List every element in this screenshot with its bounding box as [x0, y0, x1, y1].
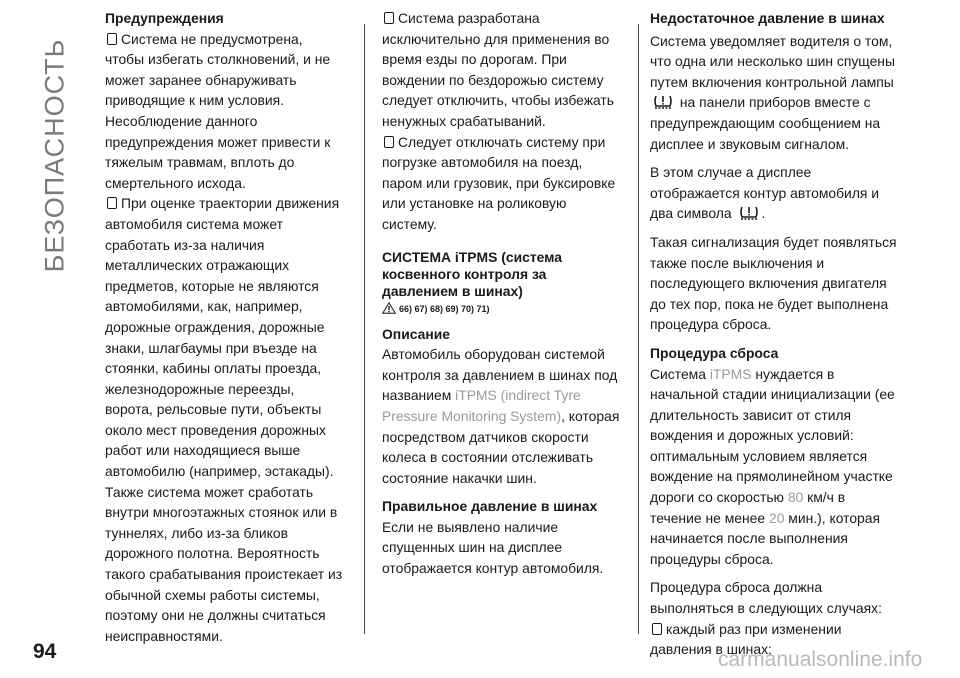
column-divider	[364, 24, 365, 634]
bullet-icon	[384, 136, 394, 148]
warning-triangle-icon	[382, 302, 396, 314]
bullet-icon	[652, 623, 662, 635]
warning-references: 66) 67) 68) 69) 70) 71)	[382, 302, 622, 316]
footer-watermark: carmanualsonline.info	[718, 648, 923, 671]
section-title: БЕЗОПАСНОСТЬ	[39, 38, 70, 272]
warning-paragraph: При оценке траектории движения автомобиля система может сработать из-за наличия металлических отражающих предметов, которые не являются автомобилями, как, например, дорожные ограждения, дорожные знаки, шлагбаумы при въезде на стоянки, кабины оплаты проезда, железнодорожные переезды, ворота, рельсовые пути, объекты около мест проведения дорожных работ или находящиеся выше автомобилю (например, эстакады). Также система может сработать внутри многоэтажных стоянок или в туннелях, либо из-за бликов дорожного полотна. Вероятность такого срабатывания проистекает из обычной схемы работы системы, поэтому они не должны считаться неисправностями.	[105, 195, 343, 644]
warning-paragraph: Система не предусмотрена, чтобы избегать столкновений, и не может заранее обнаруживать приводящие к ним условия. Несоблюдение данного предупреждения может привести к тяжелым травмам, вплоть до смертельного исхода.	[105, 30, 331, 191]
warning-paragraph: Система разработана исключительно для применения во время езды по дорогам. При вождении по бездорожью систему следует отключить, чтобы избежать ненужных срабатываний.	[382, 10, 615, 129]
warning-paragraph: Следует отключать систему при погрузке автомобиля на поезд, паром или грузовик, при буксировке или установке на роликовую систему.	[382, 133, 616, 232]
bullet-icon	[107, 197, 117, 209]
normal-pressure-heading: Правильное давление в шинах	[382, 498, 598, 515]
warnings-heading: Предупреждения	[105, 10, 224, 26]
normal-pressure-text: Если не выявлено наличие спущенных шин на дисплее отображается контур автомобиля.	[382, 518, 604, 577]
description-text: Автомобиль оборудован системой контроля за давлением в шинах под названием iTPMS (indirect Tyre Pressure Monitoring System), которая посредством датчиков скорости колеса в состоянии отслеживать состояние накачки шин.	[382, 346, 620, 486]
reset-text: Система iTPMS нуждается в начальной стадии инициализации (ее длительность зависит от стиля вождения и дорожных условий: оптимальным условием является вождение на прямолинейном участке дороги со скоростью 80 км/ч в течение не менее 20 мин.), которая начинается после выполнения процедуры сброса.	[650, 365, 895, 567]
reset-heading: Процедура сброса	[650, 344, 779, 361]
low-pressure-heading: Недостаточное давление в шинах	[650, 10, 885, 26]
itpms-heading: СИСТЕМА iTPMS (система косвенного контроля за давлением в шинах)	[382, 248, 562, 299]
column-3	[650, 8, 898, 660]
page-number: 94	[33, 640, 57, 663]
reset-case-item: каждый раз при изменении давления в шинах;	[650, 620, 842, 658]
column-divider	[638, 24, 639, 634]
low-pressure-text: Система уведомляет водителя о том, что одна или несколько шин спущены путем включения контрольной лампы на панели приборов вместе с предупреждающим сообщением на дисплее и звуковым сигналом.	[650, 32, 895, 152]
column-1	[105, 8, 345, 646]
bullet-icon	[107, 33, 117, 45]
column-2	[382, 8, 622, 579]
tyre-pressure-warning-icon	[738, 203, 760, 221]
persistence-text: Такая сигнализация будет появляться также после выключения и последующего включения двигателя до тех пор, пока не будет выполнена процедура сброса.	[650, 233, 897, 333]
bullet-icon	[384, 12, 394, 24]
description-heading: Описание	[382, 325, 451, 342]
reset-cases-text: Процедура сброса должна выполняться в следующих случаях:	[650, 579, 882, 617]
display-text: В этом случае а дисплее отображается контур автомобиля и два символа .	[650, 164, 880, 222]
tyre-pressure-warning-icon	[652, 92, 674, 110]
